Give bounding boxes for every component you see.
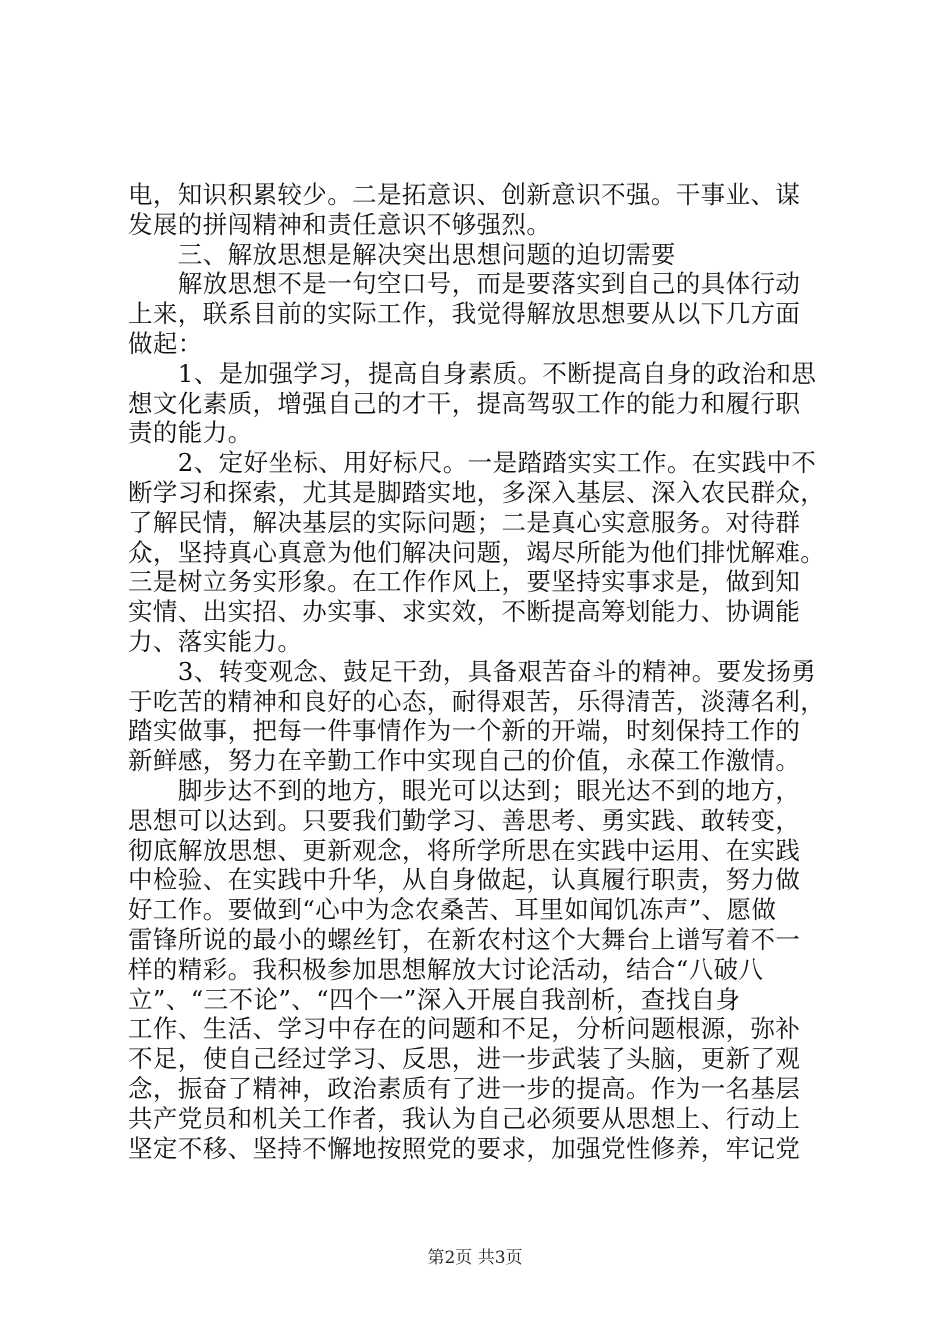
text-line: 于吃苦的精神和良好的心态，耐得艰苦，乐得清苦，淡薄名利，: [128, 686, 826, 716]
text-line: 脚步达不到的地方，眼光可以达到；眼光达不到的地方，: [128, 775, 801, 805]
text-line: 责的能力。: [128, 418, 253, 448]
text-line: 上来，联系目前的实际工作，我觉得解放思想要从以下几方面: [128, 299, 801, 329]
document-body: [128, 180, 833, 1163]
text-line: 想文化素质，增强自己的才干，提高驾驭工作的能力和履行职: [128, 388, 801, 418]
text-line: 念，振奋了精神，政治素质有了进一步的提高。作为一名基层: [128, 1073, 801, 1103]
text-line: 1、是加强学习，提高自身素质。不断提高自身的政治和思: [128, 358, 817, 388]
text-line: 工作、生活、学习中存在的问题和不足，分析问题根源，弥补: [128, 1014, 801, 1044]
text-line: 了解民情，解决基层的实际问题；二是真心实意服务。对待群: [128, 507, 801, 537]
text-line: 雷锋所说的最小的螺丝钉，在新农村这个大舞台上谱写着不一: [128, 924, 801, 954]
text-line: 力、落实能力。: [128, 626, 303, 656]
text-line: 断学习和探索，尤其是脚踏实地，多深入基层、深入农民群众，: [128, 477, 826, 507]
text-line: 中检验、在实践中升华，从自身做起，认真履行职责，努力做: [128, 865, 801, 895]
text-line: 共产党员和机关工作者，我认为自己必须要从思想上、行动上: [128, 1103, 801, 1133]
text-line: 发展的拼闯精神和责任意识不够强烈。: [128, 209, 552, 239]
text-line: 电，知识积累较少。二是拓意识、创新意识不强。干事业、谋: [128, 180, 801, 209]
text-line: 踏实做事，把每一件事情作为一个新的开端，时刻保持工作的: [128, 716, 801, 746]
text-line: 三、解放思想是解决突出思想问题的迫切需要: [128, 239, 676, 269]
text-line: 立”、“三不论”、“四个一”深入开展自我剖析，查找自身: [128, 984, 741, 1014]
text-line: 做起：: [128, 328, 203, 358]
text-line: 新鲜感，努力在辛勤工作中实现自己的价值，永葆工作激情。: [128, 746, 801, 776]
text-line: 彻底解放思想、更新观念，将所学所思在实践中运用、在实践: [128, 835, 801, 865]
text-line: 好工作。要做到“心中为念农桑苦、耳里如闻饥冻声”、愿做: [128, 895, 777, 925]
page-footer: 第2页 共3页: [427, 1248, 523, 1268]
text-line: 实情、出实招、办实事、求实效，不断提高筹划能力、协调能: [128, 597, 801, 627]
text-line: 解放思想不是一句空口号，而是要落实到自己的具体行动: [128, 269, 801, 299]
text-line: 2、定好坐标、用好标尺。一是踏踏实实工作。在实践中不: [128, 448, 817, 478]
text-line: 三是树立务实形象。在工作作风上，要坚持实事求是，做到知: [128, 567, 801, 597]
text-line: 样的精彩。我积极参加思想解放大讨论活动，结合“八破八: [128, 954, 764, 984]
text-line: 不足，使自己经过学习、反思，进一步武装了头脑，更新了观: [128, 1044, 801, 1074]
text-line: 思想可以达到。只要我们勤学习、善思考、勇实践、敢转变，: [128, 805, 801, 835]
text-line: 众，坚持真心真意为他们解决问题，竭尽所能为他们排忧解难。: [128, 537, 826, 567]
text-line: 3、转变观念、鼓足干劲，具备艰苦奋斗的精神。要发扬勇: [128, 656, 817, 686]
text-line: 坚定不移、坚持不懈地按照党的要求，加强党性修养，牢记党: [128, 1133, 801, 1163]
